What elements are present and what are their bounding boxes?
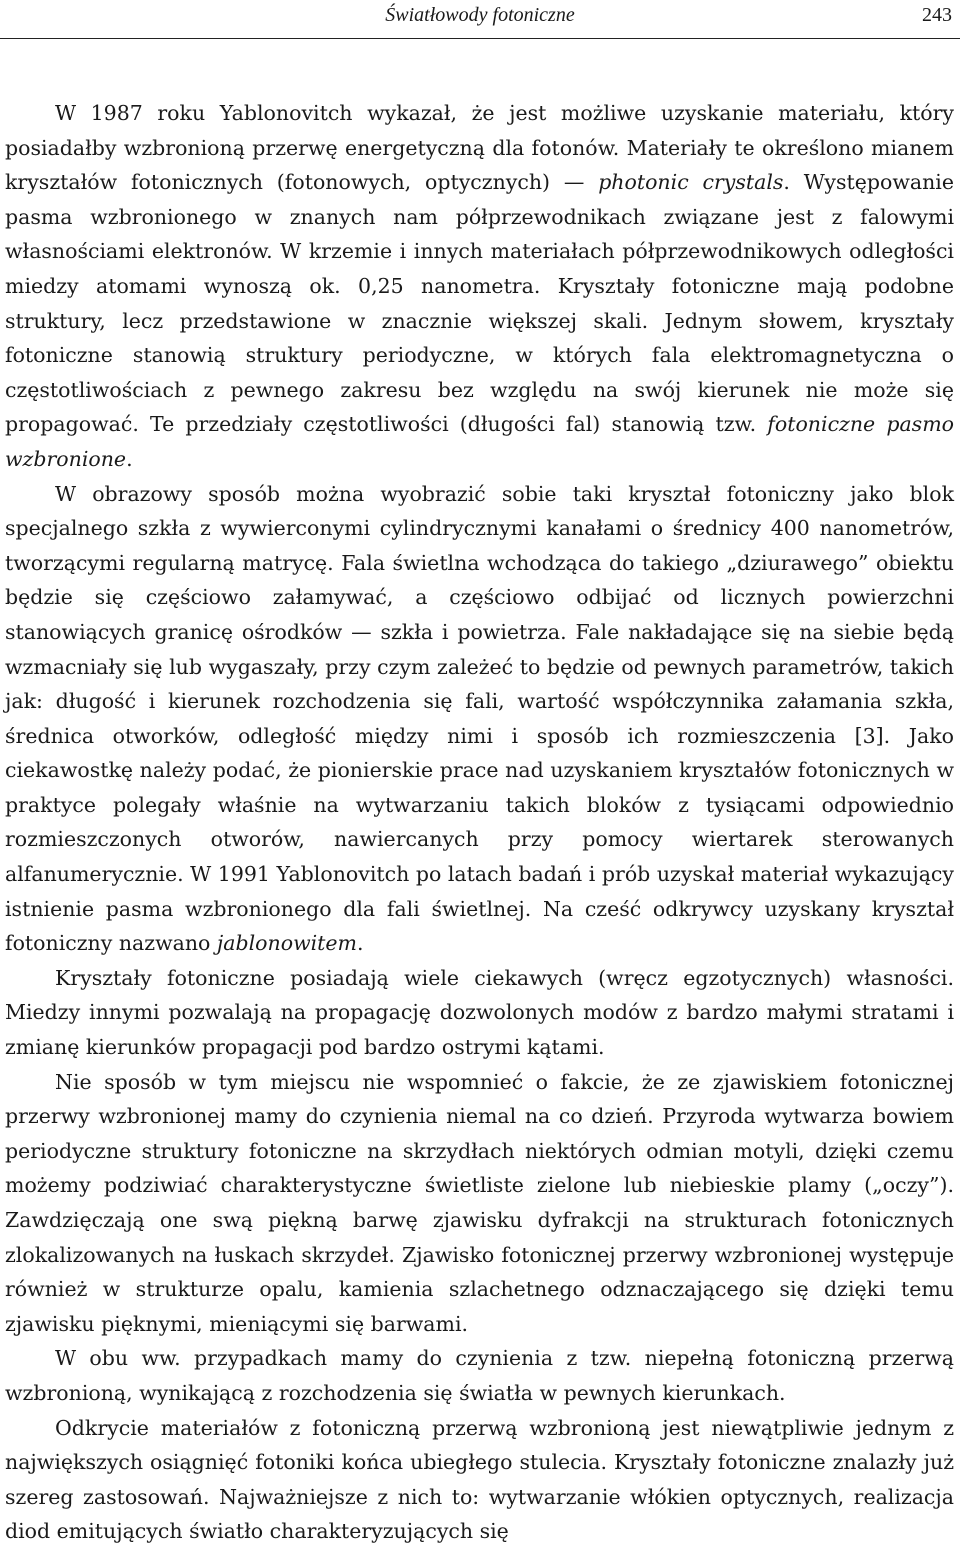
paragraph-6: Odkrycie materiałów z fotoniczną przerwą wzbronioną jest niewątpliwie jednym z największych osiągnięć fotoniki końca ubiegłego stulecia. Kryształy fotoniczne znalazły już szereg zastosowań. Najważniejsze z nich to: wytwarzanie włókien optycznych, realizacja diod emitujących światło charakteryzujących się (5, 1415, 954, 1544)
paragraph-1-text-c: . (126, 446, 133, 471)
paragraph-1-text-b: . Występowanie pasma wzbronionego w znanych nam półprzewodnikach związane jest z falowymi własnościami elektronów. W krzemie i innych materiałach półprzewodnikowych odległości miedzy atomami wynoszą ok. 0,25 nanometra. Kryształy fotoniczne mają podobne struktury, lecz przedstawione w znacznie większej skali. Jednym słowem, kryształy fotoniczne stanowią struktury periodyczne, w których fala elektromagnetyczna o częstotliwościach z pewnego zakresu bez względu na swój kierunek nie może się propagować. Te przedziały częstotliwości (długości fal) stanowią tzw. (5, 170, 954, 437)
paragraph-2-emphasis-1: jablonowitem (216, 931, 357, 956)
page-header (0, 0, 960, 39)
page-number: 243 (922, 4, 952, 26)
paragraph-4: Nie sposób w tym miejscu nie wspomnieć o fakcie, że ze zjawiskiem fotonicznej przerwy wzbronionej mamy do czynienia niemal na co dzień. Przyroda wytwarza bowiem periodyczne struktury fotoniczne na skrzydłach niektórych odmian motyli, dzięki czemu możemy podziwiać charakterystyczne świetliste zielone lub niebieskie plamy („oczy”). Zawdzięczają one swą piękną barwę zjawisku dyfrakcji na strukturach fotonicznych zlokalizowanych na łuskach skrzydeł. Zjawisko fotonicznej przerwy wzbronionej występuje również w strukturze opalu, kamienia szlachetnego odznaczającego się dzięki temu zjawisku pięknymi, mieniącymi się barwami. (5, 1069, 954, 1336)
paragraph-2 (5, 477, 954, 961)
paragraph-2-text-a: W obrazowy sposób można wyobrazić sobie taki kryształ fotoniczny jako blok specjalnego szkła z wywierconymi cylindrycznymi kanałami o średnicy 400 nanometrów, tworzącymi regularną matrycę. Fala świetlna wchodząca do takiego „dziurawego” obiektu będzie się częściowo załamywać, a częściowo odbijać od licznych powierzchni stanowiących granicę ośrodków — szkła i powietrza. Fale nakładające się na siebie będą wzmacniały się lub wygaszały, przy czym zależeć to będzie od pewnych parametrów, takich jak: długość i kierunek rozchodzenia się fali, wartość współczynnika załamania szkła, średnica otworków, odległość między nimi i sposób ich rozmieszczenia [3]. Jako ciekawostkę należy podać, że pionierskie prace nad uzyskaniem kryształów fotonicznych w praktyce polegały właśnie na wytwarzaniu takich bloków z tysiącami odpowiednio rozmieszczonych otworów, nawiercanych przy pomocy wiertarek sterowanych alfanumerycznie. W 1991 Yablonovitch po latach badań i prób uzyskał materiał wykazujący istnienie pasma wzbronionego dla fali świetlnej. Na cześć odkrywcy uzyskany kryształ fotoniczny nazwano (5, 481, 954, 956)
paragraph-3: Kryształy fotoniczne posiadają wiele ciekawych (wręcz egzotycznych) własności. Miedzy innymi pozwalają na propagację dozwolonych modów z bardzo małymi stratami i zmianę kierunków propagacji pod bardzo ostrymi kątami. (5, 965, 954, 1060)
paragraph-1 (5, 96, 954, 477)
running-title: Światłowody fotoniczne (385, 4, 575, 26)
paragraph-1-emphasis-2: fotoniczne pasmo wzbronione (5, 412, 954, 471)
paragraph-5: W obu ww. przypadkach mamy do czynienia z tzw. niepełną fotoniczną przerwą wzbronioną, wynikającą z rozchodzenia się światła w pewnych kierunkach. (5, 1346, 954, 1405)
body-text (5, 96, 954, 1549)
paragraph-2-text-b: . (356, 931, 364, 956)
paragraph-1-text-a: W 1987 roku Yablonovitch wykazał, że jest możliwe uzyskanie materiału, który posiadałby wzbronioną przerwę energetyczną dla fotonów. Materiały te określono mianem kryształów fotonicznych (fotonowych, optycznych) — (5, 101, 954, 195)
paragraph-1-emphasis-1: photonic crystals (598, 170, 784, 195)
